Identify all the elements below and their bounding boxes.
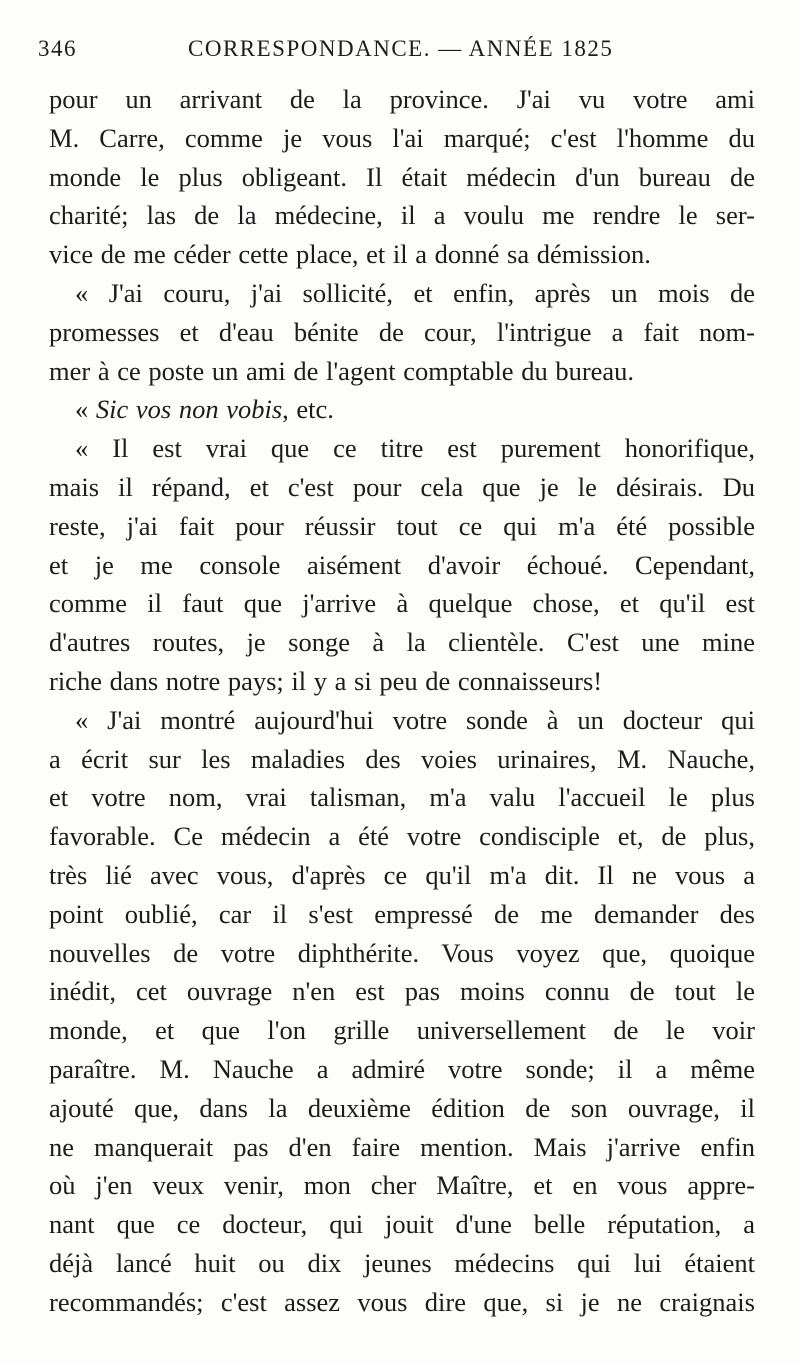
text-line: recommandés; c'est assez vous dire que, si je ne craignais: [49, 1286, 755, 1317]
text-line: reste, j'ai fait pour réussir tout ce qui m'a été possible: [49, 510, 755, 541]
page-number: 346: [38, 36, 77, 61]
text-line: où j'en veux venir, mon cher Maître, et en vous appre-: [49, 1170, 755, 1201]
text-line: déjà lancé huit ou dix jeunes médecins qui lui étaient: [49, 1247, 755, 1278]
text-line: riche dans notre pays; il y a si peu de connaisseurs!: [49, 665, 603, 696]
text-line: a écrit sur les maladies des voies urinaires, M. Nauche,: [49, 743, 755, 774]
text-line: très lié avec vous, d'après ce qu'il m'a dit. Il ne vous a: [49, 859, 755, 890]
text-line: « Il est vrai que ce titre est purement honorifique,: [75, 433, 755, 464]
text-line: ajouté que, dans la deuxième édition de son ouvrage, il: [49, 1092, 755, 1123]
text-line: monde le plus obligeant. Il était médecin d'un bureau de: [49, 161, 755, 192]
text-line: charité; las de la médecine, il a voulu me rendre le ser-: [49, 200, 755, 231]
text-line: ne manquerait pas d'en faire mention. Mais j'arrive enfin: [49, 1131, 755, 1162]
running-head: [38, 36, 760, 70]
sic-rest: , etc.: [282, 394, 334, 425]
text-line: et votre nom, vrai talisman, m'a valu l'accueil le plus: [49, 782, 755, 813]
text-line: pour un arrivant de la province. J'ai vu votre ami: [49, 84, 755, 114]
text-line: comme il faut que j'arrive à quelque chose, et qu'il est: [49, 588, 755, 619]
text-line: nant que ce docteur, qui jouit d'une belle réputation, a: [49, 1209, 755, 1240]
text-line: promesses et d'eau bénite de cour, l'intrigue a fait nom-: [49, 316, 755, 347]
sic-italic-text: Sic vos non vobis: [95, 394, 283, 425]
text-line: favorable. Ce médecin a été votre condisciple et, de plus,: [49, 821, 755, 852]
text-line: M. Carre, comme je vous l'ai marqué; c'est l'homme du: [49, 122, 755, 153]
text-line: « J'ai couru, j'ai sollicité, et enfin, après un mois de: [75, 277, 755, 308]
text-line: inédit, cet ouvrage n'en est pas moins connu de tout le: [49, 976, 755, 1007]
sic-quote: «: [75, 394, 96, 425]
text-line: point oublié, car il s'est empressé de me demander des: [49, 898, 755, 929]
text-line: vice de me céder cette place, et il a donné sa démission.: [49, 239, 651, 270]
text-line: monde, et que l'on grille universellement de le voir: [49, 1015, 755, 1046]
text-line: « J'ai montré aujourd'hui votre sonde à un docteur qui: [75, 704, 755, 735]
text-line: mer à ce poste un ami de l'agent comptable du bureau.: [49, 355, 635, 386]
running-head-title: CORRESPONDANCE. — ANNÉE 1825: [188, 36, 614, 61]
text-line: et je me console aisément d'avoir échoué. Cependant,: [49, 549, 755, 580]
body-text: [49, 80, 755, 1322]
text-line: d'autres routes, je songe à la clientèle. C'est une mine: [49, 627, 755, 658]
text-line: nouvelles de votre diphthérite. Vous voyez que, quoique: [49, 937, 755, 968]
sic-vos-line: [49, 390, 755, 429]
text-line: paraître. M. Nauche a admiré votre sonde; il a même: [49, 1053, 755, 1084]
text-line: mais il répand, et c'est pour cela que je le désirais. Du: [49, 471, 755, 502]
